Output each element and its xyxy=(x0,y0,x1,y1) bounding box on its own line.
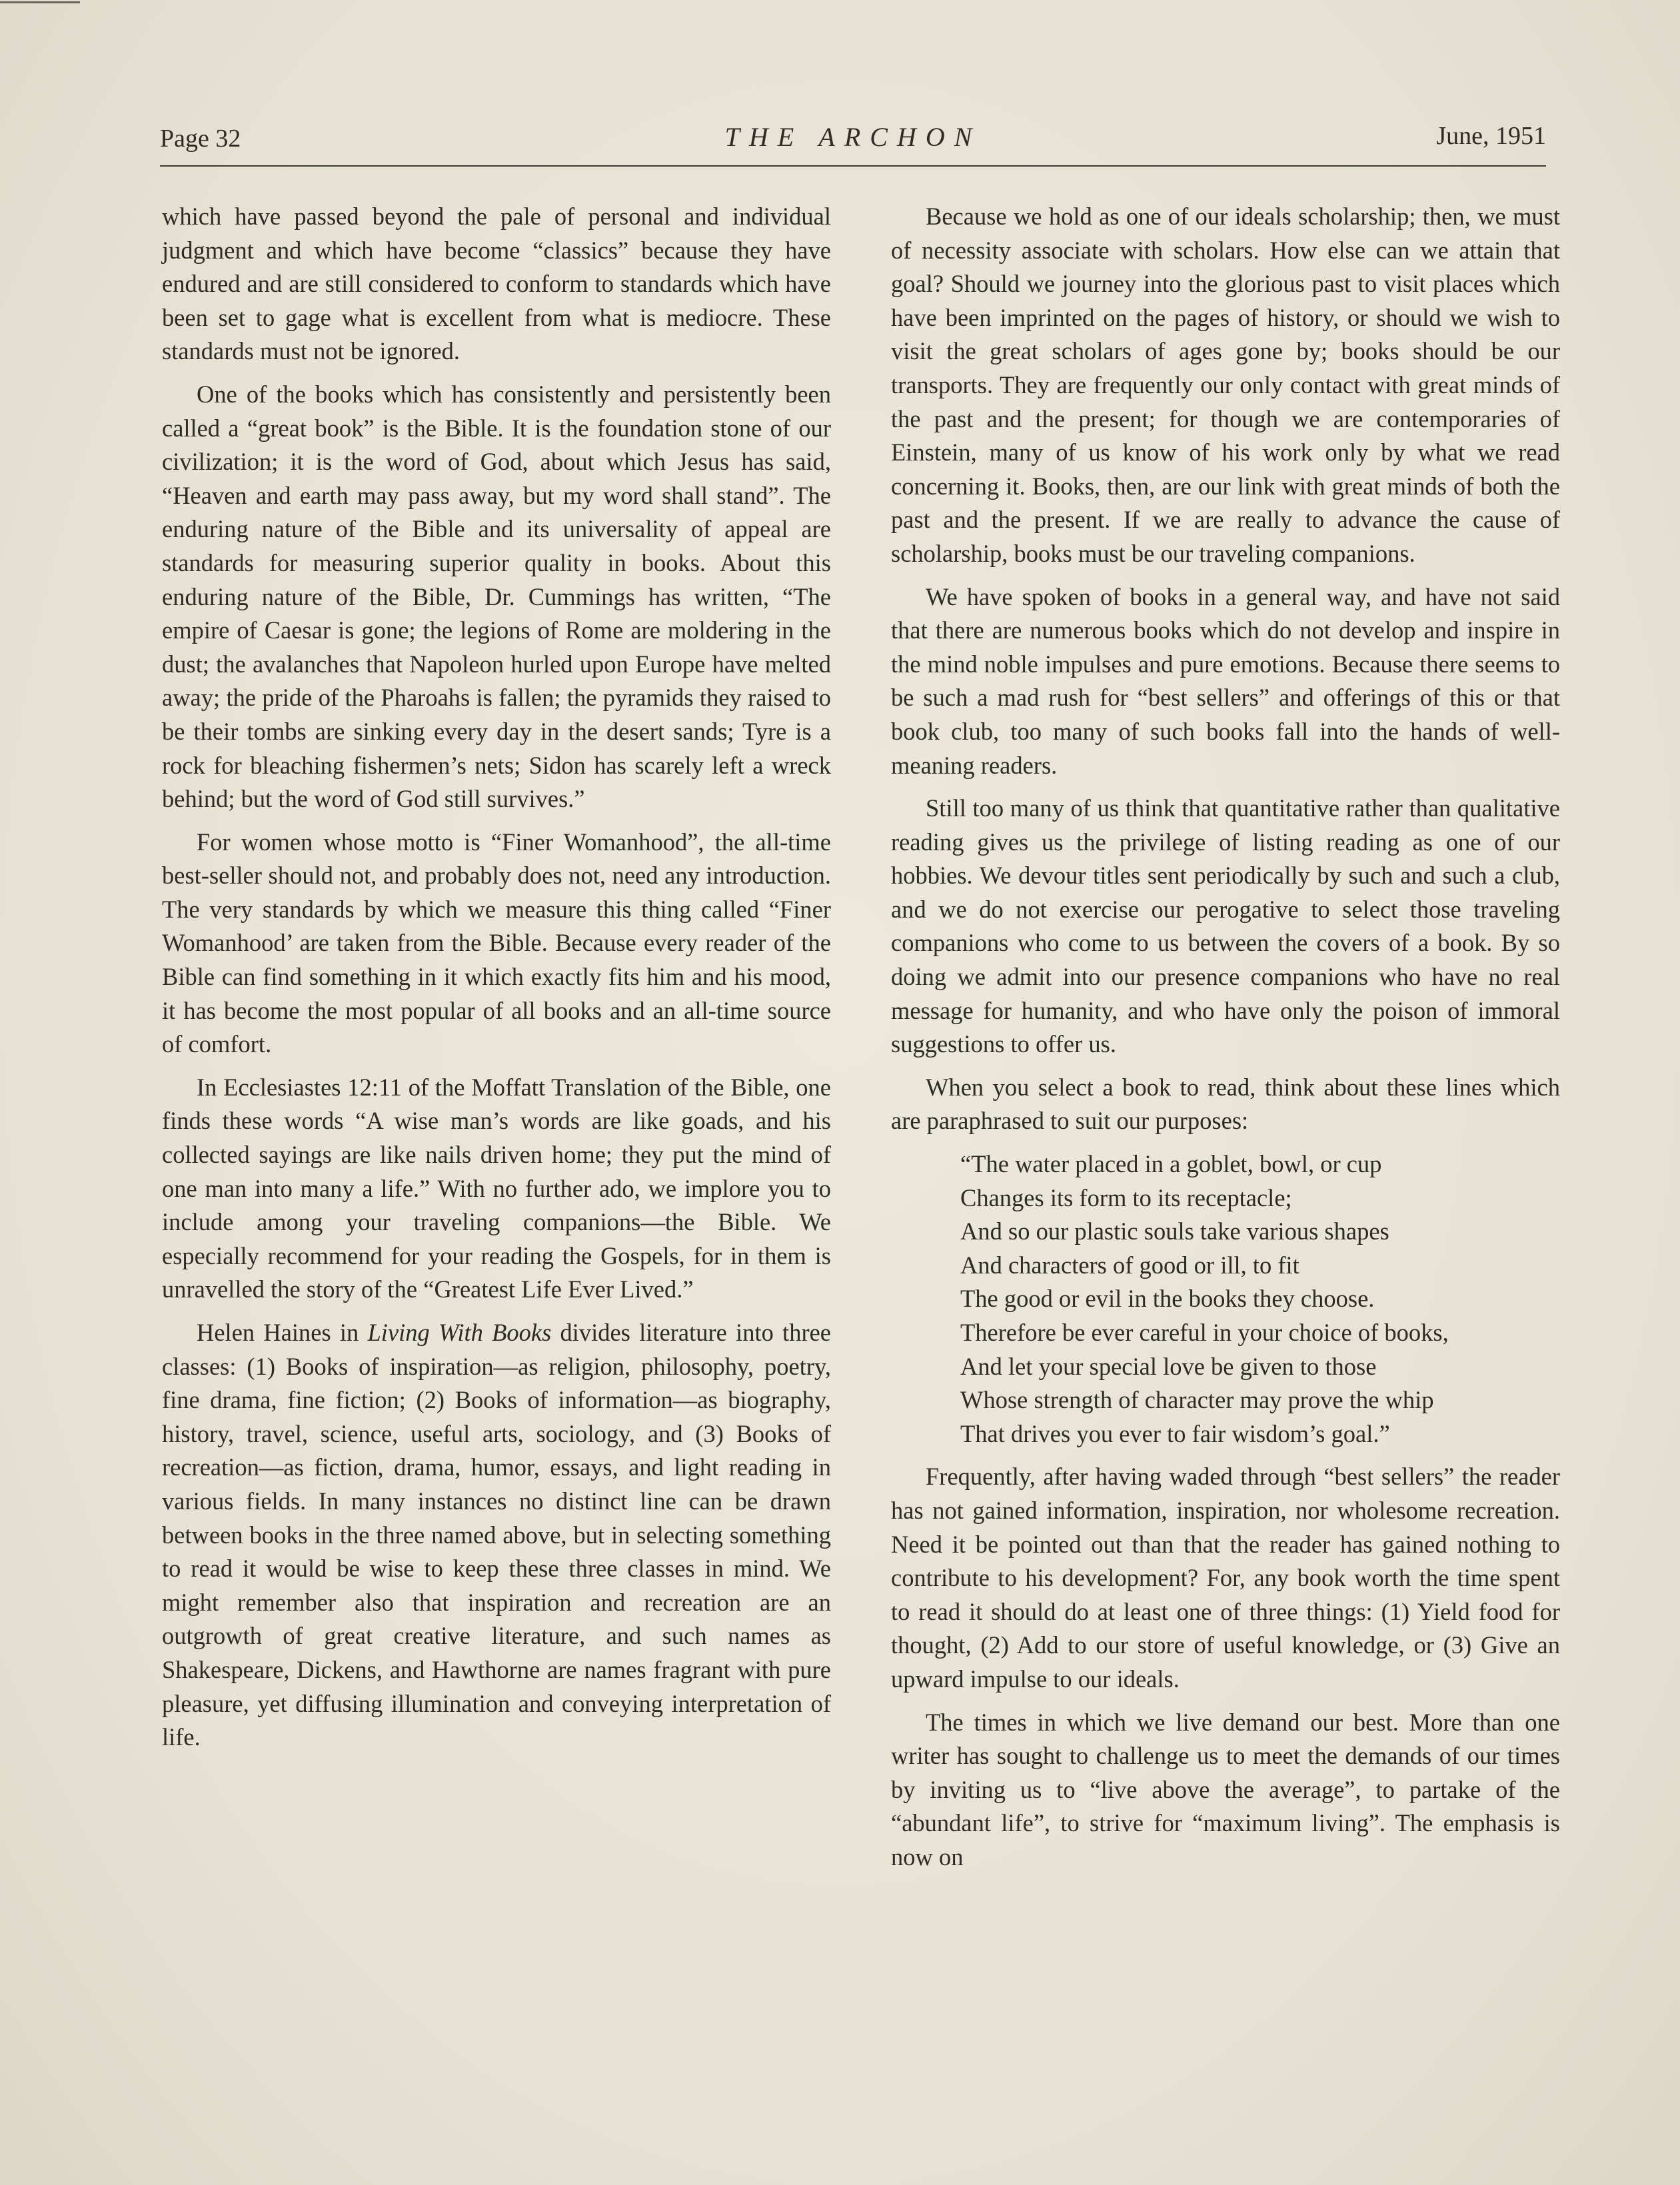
paragraph: One of the books which has consistently and persistently been called a “great book” is the Bible. It is the foundation stone of our civilization; it is the word of God, about which Jesus has said, “Heaven and earth may pass away, but my word shall stand”. The enduring nature of the Bible and its universality of appeal are standards for measuring superior quality in books. About this enduring nature of the Bible, Dr. Cummings has written, “The empire of Caesar is gone; the legions of Rome are moldering in the dust; the avalanches that Napoleon hurled upon Europe have melted away; the pride of the Pharoahs is fallen; the pyramids they raised to be their tombs are sinking every day in the desert sands; Tyre is a rock for bleaching fishermen’s nets; Sidon has scarely left a wreck behind; but the word of God still survives.” xyxy=(162,380,831,813)
paragraph xyxy=(162,1316,831,1755)
poem-line: Therefore be ever careful in your choice of books, xyxy=(960,1319,1449,1346)
paragraph: We have spoken of books in a general way, and have not said that there are numerous books which do not develop and inspire in the mind noble impulses and pure emotions. Because there seems to be such a mad rush for “best sellers” and offerings of this or that book club, too many of such books fall into the hands of well-meaning readers. xyxy=(891,582,1560,779)
poem-line: Changes its form to its receptacle; xyxy=(960,1183,1292,1211)
page-header xyxy=(160,119,1546,159)
paragraph: In Ecclesiastes 12:11 of the Moffatt Translation of the Bible, one finds these words “A wise man’s words are like goads, and his collected sayings are like nails driven home; they put the mind of one man into many a life.” With no further ado, we implore you to include among your traveling companions—the Bible. We especially recommend for your reading the Gospels, for in them is unravelled the story of the “Greatest Life Ever Lived.” xyxy=(162,1073,831,1303)
left-column xyxy=(162,200,831,1764)
header-divider xyxy=(160,165,1546,167)
paragraph: Because we hold as one of our ideals scholarship; then, we must of necessity associate with scholars. How else can we attain that goal? Should we journey into the glorious past to visit places which have been imprinted on the pages of history, or should we wish to visit the great scholars of ages gone by; books should be our transports. They are frequently our only contact with great minds of the past and the present; for though we are contemporaries of Einstein, many of us know of his work only by what we read concerning it. Books, then, are our link with great minds of both the past and the present. If we are really to advance the cause of scholarship, books must be our traveling companions. xyxy=(891,203,1560,567)
corner-rule xyxy=(0,1,80,3)
publication-title: THE ARCHON xyxy=(724,122,982,152)
poem-line: And characters of good or ill, to fit xyxy=(960,1251,1299,1279)
issue-date: June, 1951 xyxy=(1436,122,1546,150)
paragraph-text: Helen Haines in xyxy=(197,1319,368,1346)
paragraph-text: divides literature into three classes: (1) Books of inspiration—as religion, philosophy, poetry, fine drama, fine fiction; (2) Books of information—as biography, history, travel, science, useful arts, sociology, and (3) Books of recreation—as fiction, drama, humor, essays, and light reading in various fields. In many instances no distinct line can be drawn between books in the three named above, but in selecting something to read it would be wise to keep these three classes in mind. We might remember also that inspiration and recreation are an outgrowth of great creative literature, and such names as Shakespeare, Dickens, and Hawthorne are names fragrant with pure pleasure, yet diffusing illumination and conveying interpretation of life. xyxy=(162,1319,832,1751)
poem xyxy=(960,1147,1560,1451)
paragraph: For women whose motto is “Finer Womanhood”, the all-time best-seller should not, and probably does not, need any introduction. The very standards by which we measure this thing called “Finer Womanhood’ are taken from the Bible. Because every reader of the Bible can find something in it which exactly fits him and his mood, it has become the most popular of all books and an all-time source of comfort. xyxy=(162,828,831,1058)
book-title: Living With Books xyxy=(367,1319,552,1346)
page-number: Page 32 xyxy=(160,125,241,153)
poem-line: “The water placed in a goblet, bowl, or cup xyxy=(960,1150,1382,1178)
poem-line: And so our plastic souls take various shapes xyxy=(960,1217,1389,1245)
poem-line: And let your special love be given to those xyxy=(960,1352,1377,1380)
poem-line: Whose strength of character may prove the whip xyxy=(960,1386,1434,1414)
paragraph: Frequently, after having waded through “best sellers” the reader has not gained information, inspiration, nor wholesome recreation. Need it be pointed out than that the reader has gained nothing to contribute to his development? For, any book worth the time spent to read it should do at least one of three things: (1) Yield food for thought, (2) Add to our store of useful knowledge, or (3) Give an upward impulse to our ideals. xyxy=(891,1463,1560,1693)
paragraph: Still too many of us think that quantitative rather than qualitative reading gives us the privilege of listing reading as one of our hobbies. We devour titles sent periodically by such and such a club, and we do not exercise our perogative to select those traveling companions who come to us between the covers of a book. By so doing we admit into our presence companions who have no real message for humanity, and who have only the poison of immoral suggestions to offer us. xyxy=(891,794,1560,1058)
poem-line: That drives you ever to fair wisdom’s goal.” xyxy=(960,1419,1390,1447)
poem-line: The good or evil in the books they choose. xyxy=(960,1285,1375,1313)
paragraph: The times in which we live demand our best. More than one writer has sought to challenge us to meet the demands of our times by inviting us to “live above the average”, to partake of the “abundant life”, to strive for “maximum living”. The emphasis is now on xyxy=(891,1708,1560,1870)
right-column xyxy=(891,200,1560,1884)
paragraph: When you select a book to read, think about these lines which are paraphrased to suit our purposes: xyxy=(891,1073,1560,1135)
paragraph: which have passed beyond the pale of personal and individual judgment and which have become “classics” because they have endured and are still considered to conform to standards which have been set to gage what is excellent from what is mediocre. These standards must not be ignored. xyxy=(162,203,831,365)
